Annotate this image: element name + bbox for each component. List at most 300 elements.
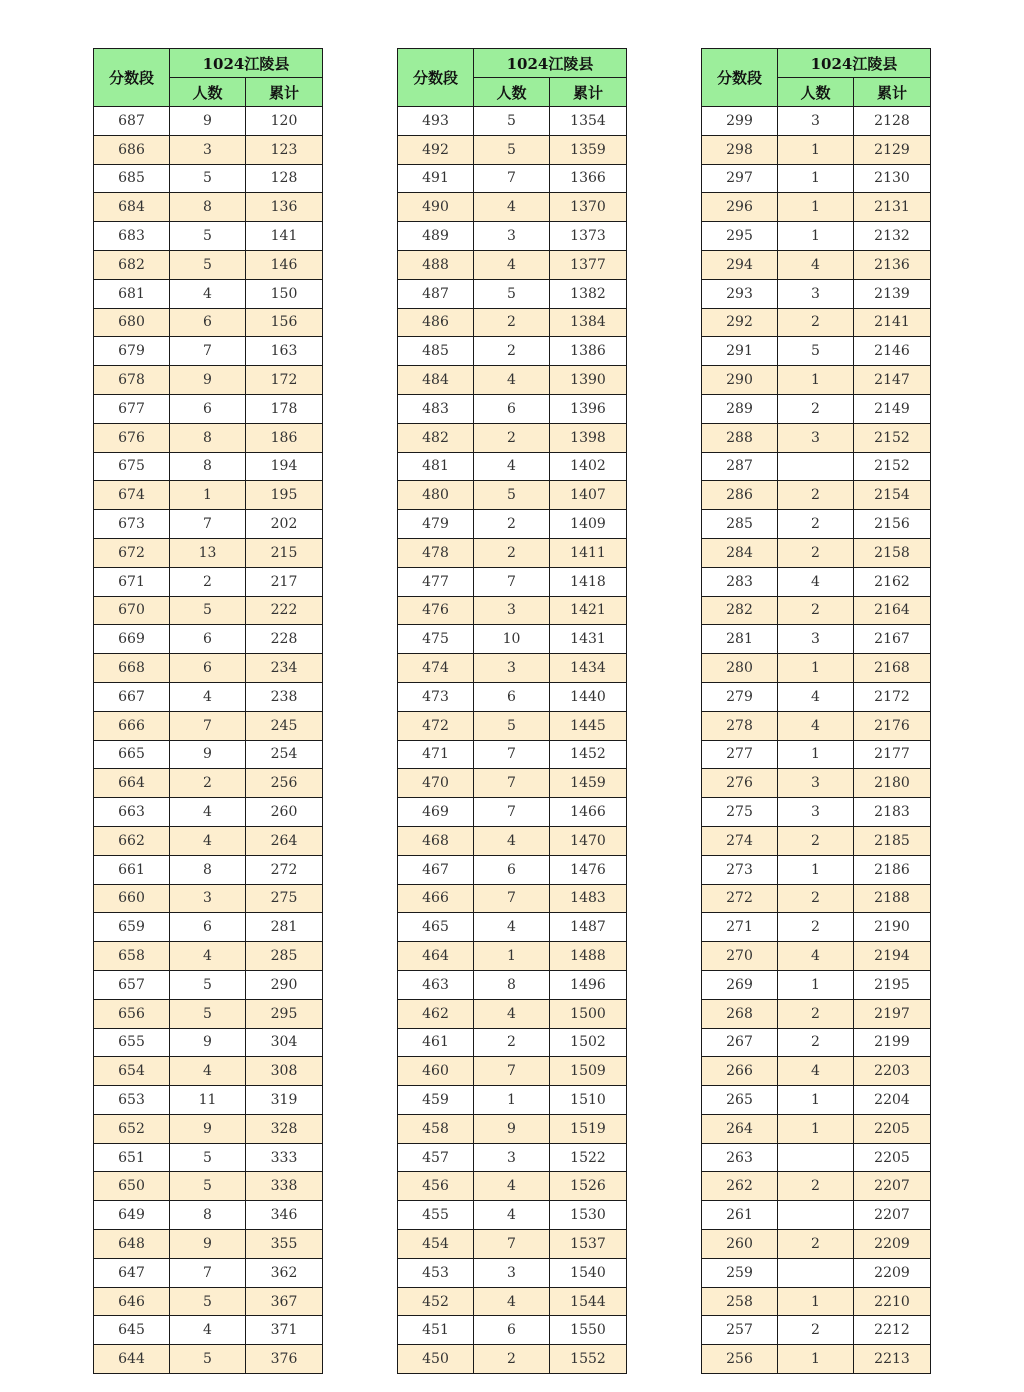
cumulative-cell: 281 [246, 913, 323, 942]
score-cell: 686 [94, 135, 170, 164]
cumulative-cell: 2141 [854, 308, 931, 337]
score-cell: 486 [398, 308, 474, 337]
cumulative-cell: 2180 [854, 769, 931, 798]
table-row [702, 250, 931, 279]
count-cell: 4 [170, 942, 246, 971]
cumulative-cell: 2128 [854, 107, 931, 136]
cumulative-cell: 1390 [550, 366, 627, 395]
cumulative-cell: 1373 [550, 222, 627, 251]
table-row [94, 135, 323, 164]
table-row [398, 222, 627, 251]
table-row [702, 1287, 931, 1316]
score-cell: 488 [398, 250, 474, 279]
table-row [398, 1258, 627, 1287]
cumulative-cell: 1459 [550, 769, 627, 798]
score-cell: 684 [94, 193, 170, 222]
cumulative-cell: 1411 [550, 538, 627, 567]
count-cell [778, 1143, 854, 1172]
cumulative-cell: 328 [246, 1114, 323, 1143]
table-row [398, 826, 627, 855]
cumulative-cell: 2213 [854, 1345, 931, 1374]
header-county: 1024江陵县 [778, 49, 931, 78]
count-cell: 4 [474, 250, 550, 279]
count-cell: 3 [778, 769, 854, 798]
score-cell: 659 [94, 913, 170, 942]
count-cell: 2 [778, 999, 854, 1028]
count-cell: 3 [474, 222, 550, 251]
score-cell: 489 [398, 222, 474, 251]
score-cell: 485 [398, 337, 474, 366]
score-cell: 286 [702, 481, 778, 510]
count-cell: 5 [474, 279, 550, 308]
cumulative-cell: 2199 [854, 1028, 931, 1057]
score-cell: 450 [398, 1345, 474, 1374]
table-row [94, 337, 323, 366]
table-row [398, 308, 627, 337]
table-row [94, 423, 323, 452]
count-cell: 5 [474, 481, 550, 510]
cumulative-cell: 150 [246, 279, 323, 308]
count-cell: 10 [474, 625, 550, 654]
score-cell: 278 [702, 711, 778, 740]
table-row [398, 855, 627, 884]
score-cell: 279 [702, 682, 778, 711]
count-cell: 1 [778, 1345, 854, 1374]
cumulative-cell: 2197 [854, 999, 931, 1028]
table-row [398, 625, 627, 654]
score-table-2 [397, 48, 627, 1374]
score-cell: 264 [702, 1114, 778, 1143]
score-cell: 451 [398, 1316, 474, 1345]
table-row [94, 1114, 323, 1143]
count-cell: 9 [170, 366, 246, 395]
score-cell: 262 [702, 1172, 778, 1201]
cumulative-cell: 2154 [854, 481, 931, 510]
cumulative-cell: 254 [246, 740, 323, 769]
table-row [702, 1114, 931, 1143]
score-cell: 483 [398, 394, 474, 423]
table-row [94, 250, 323, 279]
score-cell: 480 [398, 481, 474, 510]
count-cell: 5 [474, 107, 550, 136]
table-row [398, 510, 627, 539]
cumulative-cell: 272 [246, 855, 323, 884]
score-cell: 276 [702, 769, 778, 798]
cumulative-cell: 2139 [854, 279, 931, 308]
count-cell: 5 [474, 135, 550, 164]
cumulative-cell: 1452 [550, 740, 627, 769]
count-cell: 2 [778, 481, 854, 510]
cumulative-cell: 2209 [854, 1258, 931, 1287]
count-cell: 4 [170, 682, 246, 711]
count-cell: 5 [170, 596, 246, 625]
cumulative-cell: 1418 [550, 567, 627, 596]
table-row [94, 308, 323, 337]
table-row [702, 855, 931, 884]
cumulative-cell: 2136 [854, 250, 931, 279]
count-cell: 3 [778, 279, 854, 308]
count-cell: 7 [474, 567, 550, 596]
table-row [398, 740, 627, 769]
count-cell: 2 [778, 394, 854, 423]
cumulative-cell: 2186 [854, 855, 931, 884]
table-row [398, 1028, 627, 1057]
score-cell: 263 [702, 1143, 778, 1172]
score-cell: 463 [398, 970, 474, 999]
table-row [702, 740, 931, 769]
cumulative-cell: 2162 [854, 567, 931, 596]
count-cell: 1 [778, 1287, 854, 1316]
count-cell: 7 [474, 769, 550, 798]
score-cell: 290 [702, 366, 778, 395]
count-cell: 2 [474, 1028, 550, 1057]
score-cell: 682 [94, 250, 170, 279]
count-cell: 4 [474, 1287, 550, 1316]
cumulative-cell: 1396 [550, 394, 627, 423]
table-row [702, 1086, 931, 1115]
table-row [94, 279, 323, 308]
cumulative-cell: 1488 [550, 942, 627, 971]
score-cell: 677 [94, 394, 170, 423]
cumulative-cell: 163 [246, 337, 323, 366]
score-cell: 676 [94, 423, 170, 452]
count-cell: 5 [170, 1172, 246, 1201]
cumulative-cell: 238 [246, 682, 323, 711]
count-cell: 2 [170, 769, 246, 798]
count-cell: 7 [474, 1057, 550, 1086]
count-cell: 1 [778, 855, 854, 884]
score-cell: 667 [94, 682, 170, 711]
score-cell: 661 [94, 855, 170, 884]
table-row [398, 1316, 627, 1345]
table-row [702, 942, 931, 971]
cumulative-cell: 194 [246, 452, 323, 481]
cumulative-cell: 1440 [550, 682, 627, 711]
count-cell: 9 [170, 1114, 246, 1143]
header-count: 人数 [474, 78, 550, 107]
count-cell: 7 [170, 711, 246, 740]
score-cell: 468 [398, 826, 474, 855]
cumulative-cell: 1552 [550, 1345, 627, 1374]
header-count: 人数 [778, 78, 854, 107]
table-row [702, 1143, 931, 1172]
cumulative-cell: 2195 [854, 970, 931, 999]
cumulative-cell: 367 [246, 1287, 323, 1316]
cumulative-cell: 217 [246, 567, 323, 596]
cumulative-cell: 1544 [550, 1287, 627, 1316]
score-cell: 673 [94, 510, 170, 539]
score-cell: 670 [94, 596, 170, 625]
table-row [702, 452, 931, 481]
score-cell: 285 [702, 510, 778, 539]
header-count: 人数 [170, 78, 246, 107]
score-cell: 270 [702, 942, 778, 971]
cumulative-cell: 2210 [854, 1287, 931, 1316]
cumulative-cell: 1476 [550, 855, 627, 884]
score-cell: 481 [398, 452, 474, 481]
cumulative-cell: 245 [246, 711, 323, 740]
score-cell: 487 [398, 279, 474, 308]
count-cell: 1 [778, 366, 854, 395]
count-cell: 4 [170, 1057, 246, 1086]
score-cell: 466 [398, 884, 474, 913]
cumulative-cell: 260 [246, 798, 323, 827]
table-row [702, 654, 931, 683]
cumulative-cell: 1421 [550, 596, 627, 625]
count-cell: 5 [170, 250, 246, 279]
table-row [94, 711, 323, 740]
table-row [94, 625, 323, 654]
score-cell: 298 [702, 135, 778, 164]
table-row [94, 538, 323, 567]
score-cell: 465 [398, 913, 474, 942]
table-row [398, 250, 627, 279]
score-cell: 454 [398, 1230, 474, 1259]
cumulative-cell: 1407 [550, 481, 627, 510]
count-cell: 2 [474, 538, 550, 567]
table-row [398, 1345, 627, 1374]
count-cell: 4 [474, 913, 550, 942]
table-row [702, 682, 931, 711]
table-row [94, 1028, 323, 1057]
table-row [398, 942, 627, 971]
header-county: 1024江陵县 [170, 49, 323, 78]
count-cell: 1 [778, 135, 854, 164]
count-cell: 5 [170, 1345, 246, 1374]
cumulative-cell: 1537 [550, 1230, 627, 1259]
cumulative-cell: 2172 [854, 682, 931, 711]
score-cell: 259 [702, 1258, 778, 1287]
count-cell: 2 [778, 538, 854, 567]
count-cell: 3 [778, 798, 854, 827]
cumulative-cell: 346 [246, 1201, 323, 1230]
score-cell: 671 [94, 567, 170, 596]
table-row [94, 1345, 323, 1374]
table-row [94, 1287, 323, 1316]
count-cell: 5 [170, 999, 246, 1028]
cumulative-cell: 308 [246, 1057, 323, 1086]
score-cell: 282 [702, 596, 778, 625]
table-row [94, 1201, 323, 1230]
cumulative-cell: 215 [246, 538, 323, 567]
count-cell: 3 [170, 884, 246, 913]
count-cell: 4 [474, 452, 550, 481]
table-row [398, 279, 627, 308]
count-cell: 2 [778, 510, 854, 539]
count-cell: 2 [778, 1230, 854, 1259]
table-row [94, 222, 323, 251]
count-cell: 8 [170, 193, 246, 222]
count-cell: 1 [474, 942, 550, 971]
table-row [702, 1028, 931, 1057]
cumulative-cell: 2129 [854, 135, 931, 164]
count-cell: 7 [474, 740, 550, 769]
table-row [94, 193, 323, 222]
table-row [398, 366, 627, 395]
cumulative-cell: 2167 [854, 625, 931, 654]
cumulative-cell: 178 [246, 394, 323, 423]
cumulative-cell: 1366 [550, 164, 627, 193]
table-row [94, 1057, 323, 1086]
table-row [94, 107, 323, 136]
count-cell: 2 [778, 913, 854, 942]
cumulative-cell: 2152 [854, 423, 931, 452]
table-row [702, 308, 931, 337]
score-cell: 452 [398, 1287, 474, 1316]
count-cell: 2 [474, 1345, 550, 1374]
header-cumulative: 累计 [246, 78, 323, 107]
score-cell: 490 [398, 193, 474, 222]
cumulative-cell: 376 [246, 1345, 323, 1374]
score-cell: 663 [94, 798, 170, 827]
count-cell: 4 [778, 250, 854, 279]
score-cell: 289 [702, 394, 778, 423]
cumulative-cell: 264 [246, 826, 323, 855]
score-cell: 644 [94, 1345, 170, 1374]
score-cell: 288 [702, 423, 778, 452]
cumulative-cell: 1519 [550, 1114, 627, 1143]
header-score: 分数段 [398, 49, 474, 107]
count-cell: 2 [474, 308, 550, 337]
cumulative-cell: 2130 [854, 164, 931, 193]
score-cell: 652 [94, 1114, 170, 1143]
count-cell: 6 [474, 1316, 550, 1345]
cumulative-cell: 2168 [854, 654, 931, 683]
cumulative-cell: 1526 [550, 1172, 627, 1201]
count-cell: 6 [474, 855, 550, 884]
count-cell: 1 [778, 654, 854, 683]
header-county: 1024江陵县 [474, 49, 627, 78]
score-cell: 662 [94, 826, 170, 855]
cumulative-cell: 1386 [550, 337, 627, 366]
header-cumulative: 累计 [854, 78, 931, 107]
score-cell: 456 [398, 1172, 474, 1201]
cumulative-cell: 222 [246, 596, 323, 625]
count-cell: 1 [778, 1086, 854, 1115]
table-row [94, 913, 323, 942]
score-cell: 460 [398, 1057, 474, 1086]
cumulative-cell: 1509 [550, 1057, 627, 1086]
count-cell: 3 [474, 1258, 550, 1287]
table-row [702, 769, 931, 798]
count-cell: 7 [474, 884, 550, 913]
count-cell: 2 [778, 1172, 854, 1201]
count-cell: 7 [170, 510, 246, 539]
score-cell: 674 [94, 481, 170, 510]
score-cell: 479 [398, 510, 474, 539]
count-cell: 2 [778, 1028, 854, 1057]
table-row [398, 970, 627, 999]
score-cell: 678 [94, 366, 170, 395]
score-cell: 477 [398, 567, 474, 596]
cumulative-cell: 1496 [550, 970, 627, 999]
count-cell: 1 [778, 222, 854, 251]
table-row [94, 596, 323, 625]
cumulative-cell: 120 [246, 107, 323, 136]
score-cell: 274 [702, 826, 778, 855]
cumulative-cell: 2205 [854, 1114, 931, 1143]
table-row [398, 913, 627, 942]
score-cell: 281 [702, 625, 778, 654]
cumulative-cell: 1398 [550, 423, 627, 452]
score-cell: 461 [398, 1028, 474, 1057]
table-row [702, 1230, 931, 1259]
count-cell: 4 [474, 193, 550, 222]
cumulative-cell: 1510 [550, 1086, 627, 1115]
table-row [398, 135, 627, 164]
cumulative-cell: 355 [246, 1230, 323, 1259]
score-cell: 277 [702, 740, 778, 769]
cumulative-cell: 136 [246, 193, 323, 222]
table-row [398, 711, 627, 740]
score-cell: 656 [94, 999, 170, 1028]
score-cell: 471 [398, 740, 474, 769]
count-cell: 2 [778, 826, 854, 855]
cumulative-cell: 290 [246, 970, 323, 999]
score-cell: 472 [398, 711, 474, 740]
table-row [398, 1114, 627, 1143]
cumulative-cell: 256 [246, 769, 323, 798]
score-cell: 292 [702, 308, 778, 337]
score-cell: 293 [702, 279, 778, 308]
cumulative-cell: 1470 [550, 826, 627, 855]
table-row [398, 423, 627, 452]
table-row [702, 538, 931, 567]
score-cell: 664 [94, 769, 170, 798]
count-cell: 5 [170, 1287, 246, 1316]
score-cell: 473 [398, 682, 474, 711]
table-row [702, 222, 931, 251]
table-row [94, 855, 323, 884]
cumulative-cell: 2188 [854, 884, 931, 913]
score-cell: 647 [94, 1258, 170, 1287]
score-cell: 646 [94, 1287, 170, 1316]
cumulative-cell: 202 [246, 510, 323, 539]
score-cell: 294 [702, 250, 778, 279]
count-cell: 4 [474, 1201, 550, 1230]
count-cell: 2 [778, 884, 854, 913]
cumulative-cell: 2146 [854, 337, 931, 366]
table-row [398, 682, 627, 711]
count-cell: 4 [170, 1316, 246, 1345]
count-cell: 3 [474, 596, 550, 625]
cumulative-cell: 2207 [854, 1172, 931, 1201]
count-cell: 7 [474, 798, 550, 827]
table-row [94, 826, 323, 855]
cumulative-cell: 234 [246, 654, 323, 683]
table-row [702, 423, 931, 452]
score-cell: 681 [94, 279, 170, 308]
score-cell: 653 [94, 1086, 170, 1115]
header-score: 分数段 [94, 49, 170, 107]
count-cell: 13 [170, 538, 246, 567]
score-cell: 260 [702, 1230, 778, 1259]
count-cell: 5 [170, 222, 246, 251]
count-cell: 1 [778, 164, 854, 193]
table-row [702, 1316, 931, 1345]
score-cell: 658 [94, 942, 170, 971]
score-cell: 462 [398, 999, 474, 1028]
score-cell: 475 [398, 625, 474, 654]
score-cell: 668 [94, 654, 170, 683]
count-cell: 8 [170, 1201, 246, 1230]
table-row [702, 913, 931, 942]
score-cell: 256 [702, 1345, 778, 1374]
table-row [398, 1230, 627, 1259]
table-row [94, 798, 323, 827]
count-cell: 9 [170, 1028, 246, 1057]
cumulative-cell: 2156 [854, 510, 931, 539]
